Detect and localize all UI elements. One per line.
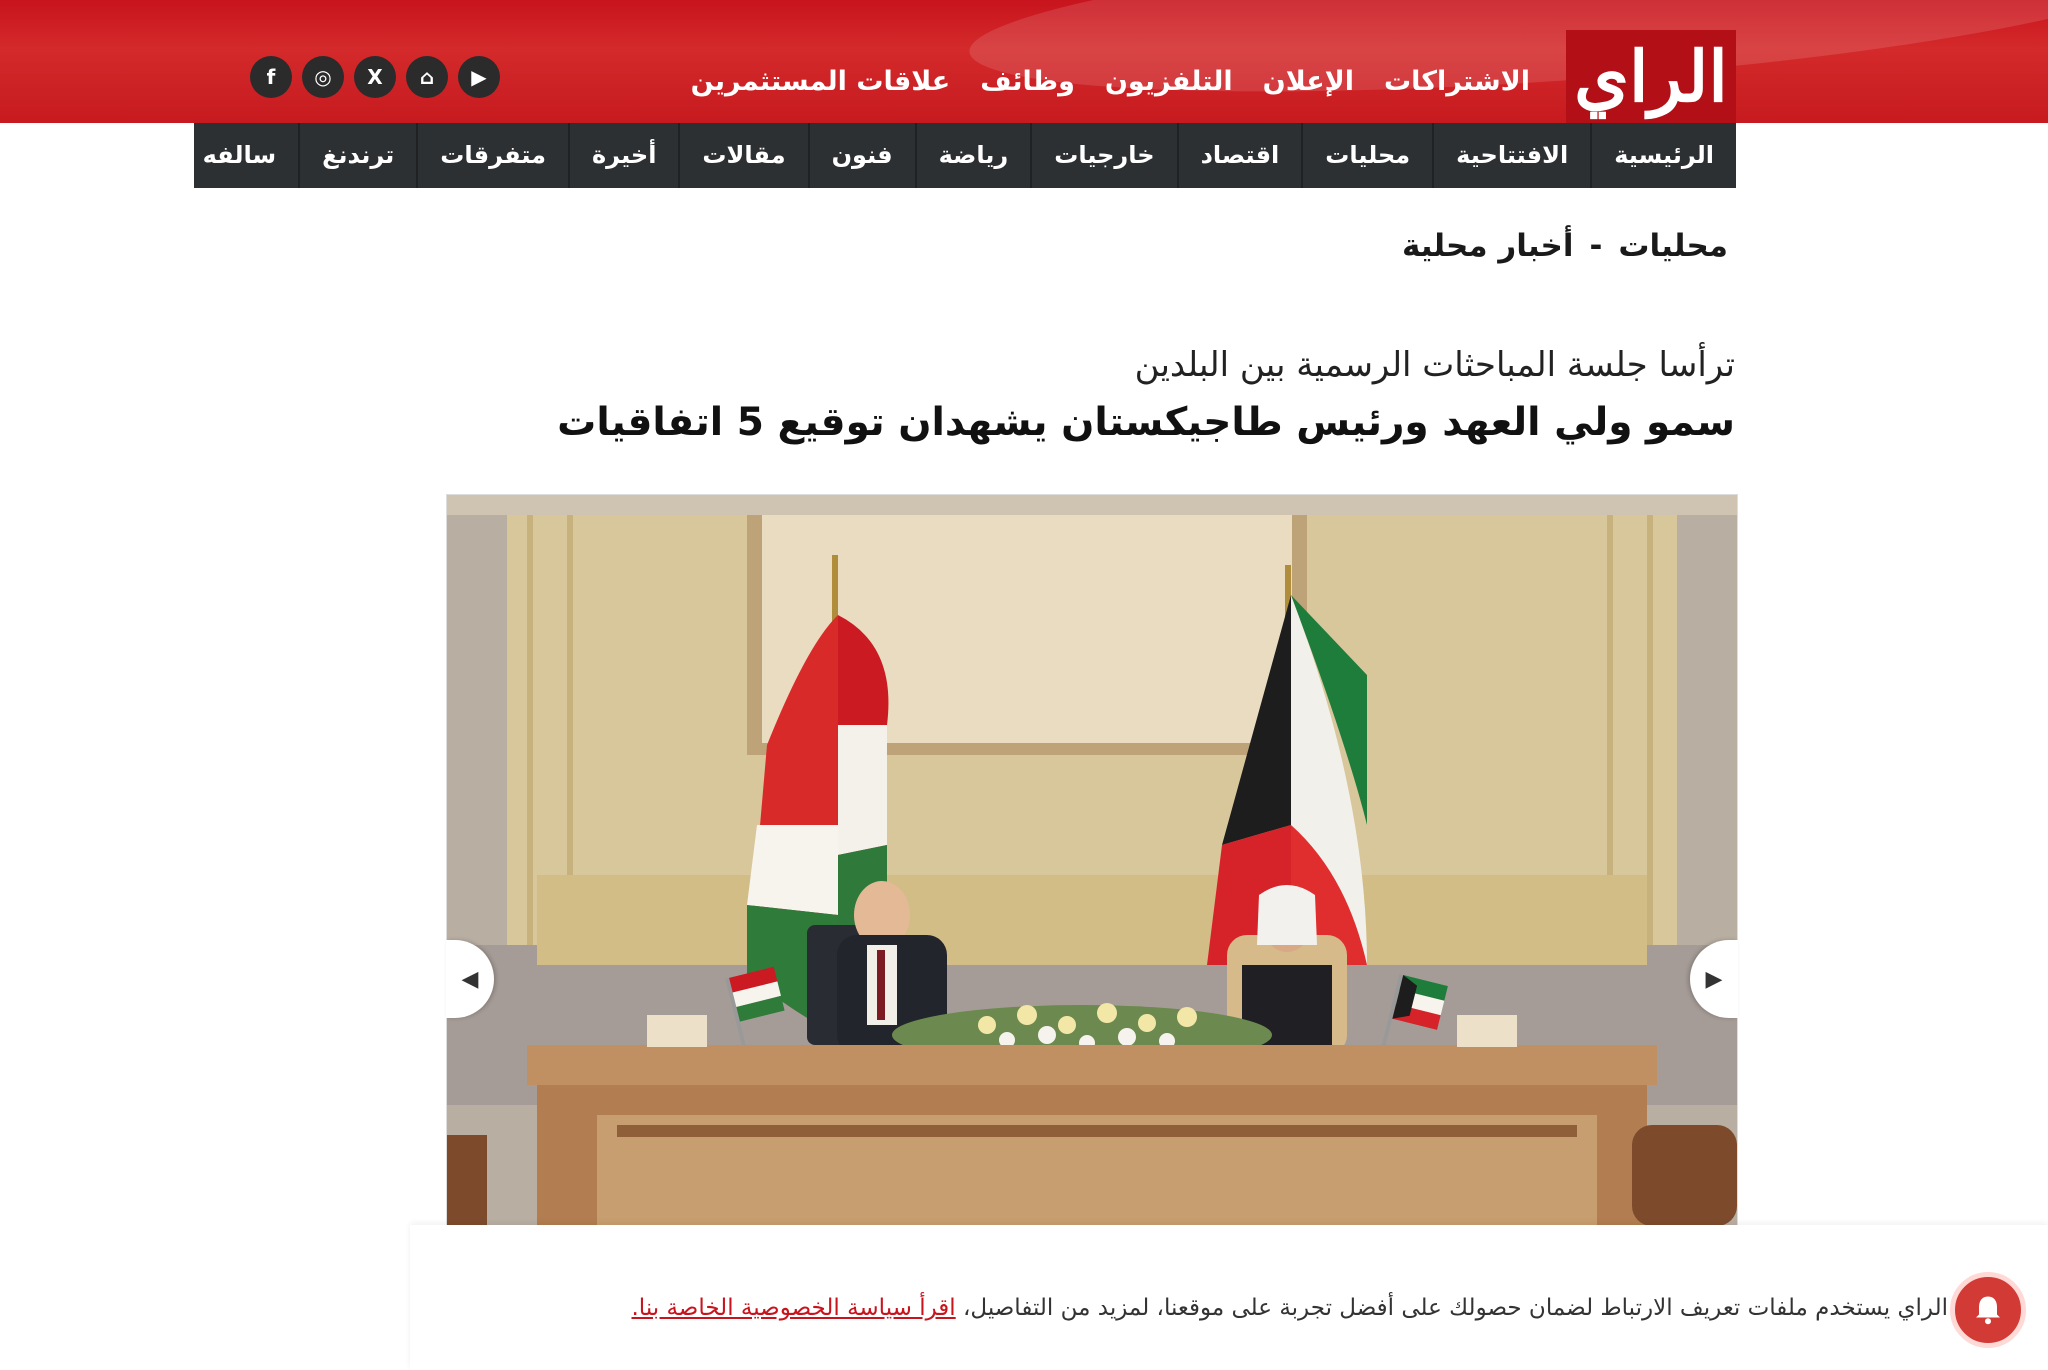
- main-nav-arts[interactable]: فنون: [808, 123, 915, 188]
- site-header: [0, 0, 2048, 123]
- cookie-banner: [410, 1225, 2048, 1370]
- main-nav-world[interactable]: خارجيات: [1030, 123, 1176, 188]
- main-nav-trending[interactable]: ترندنغ: [298, 123, 416, 188]
- main-nav-opinion[interactable]: مقالات: [678, 123, 807, 188]
- top-nav-jobs[interactable]: وظائف: [980, 66, 1075, 97]
- cookie-text: الراي يستخدم ملفات تعريف الارتباط لضمان حصولك على أفضل تجربة على موقعنا، لمزيد من التفاصيل،: [963, 1295, 1948, 1321]
- notification-bell-button[interactable]: [1950, 1272, 2026, 1348]
- main-nav-home[interactable]: الرئيسية: [1590, 123, 1736, 188]
- top-nav: [691, 62, 1530, 102]
- tv-icon[interactable]: ⌂: [406, 56, 448, 98]
- main-nav-salfa[interactable]: سالفه: [202, 141, 277, 169]
- logo-text: الراي: [1574, 34, 1728, 118]
- breadcrumb: [1402, 228, 1728, 264]
- youtube-icon[interactable]: ▶: [458, 56, 500, 98]
- top-nav-tv[interactable]: التلفزيون: [1104, 66, 1233, 97]
- instagram-icon[interactable]: ◎: [302, 56, 344, 98]
- article-photo: [446, 494, 1738, 1227]
- site-logo[interactable]: [1566, 30, 1736, 123]
- main-nav-misc[interactable]: متفرقات: [416, 123, 568, 188]
- article-kicker: ترأسا جلسة المباحثات الرسمية بين البلدين: [1134, 345, 1735, 385]
- breadcrumb-section[interactable]: محليات: [1618, 228, 1728, 264]
- facebook-icon[interactable]: f: [250, 56, 292, 98]
- main-nav: [194, 123, 1736, 188]
- breadcrumb-separator: -: [1589, 228, 1603, 264]
- x-icon[interactable]: X: [354, 56, 396, 98]
- gallery-prev-button[interactable]: ◀: [446, 940, 494, 1018]
- top-nav-subscriptions[interactable]: الاشتراكات: [1384, 66, 1530, 97]
- main-nav-last-page[interactable]: أخيرة: [568, 123, 678, 188]
- article-headline: سمو ولي العهد ورئيس طاجيكستان يشهدان توقيع 5 اتفاقيات: [557, 400, 1735, 445]
- main-nav-sports[interactable]: رياضة: [915, 123, 1031, 188]
- top-nav-advertising[interactable]: الإعلان: [1262, 66, 1355, 97]
- bell-icon: [1970, 1292, 2006, 1328]
- breadcrumb-subsection[interactable]: أخبار محلية: [1401, 228, 1574, 264]
- main-nav-local[interactable]: محليات: [1301, 123, 1432, 188]
- top-nav-investor-relations[interactable]: علاقات المستثمرين: [690, 66, 951, 97]
- social-links: [250, 56, 500, 98]
- privacy-policy-link[interactable]: اقرأ سياسة الخصوصية الخاصة بنا.: [631, 1295, 956, 1321]
- main-nav-editorial[interactable]: الافتتاحية: [1432, 123, 1590, 188]
- gallery-next-button[interactable]: ▶: [1690, 940, 1738, 1018]
- cookie-message: [632, 1295, 1949, 1321]
- header-decoration: [965, 0, 2048, 122]
- main-nav-economy[interactable]: اقتصاد: [1177, 123, 1302, 188]
